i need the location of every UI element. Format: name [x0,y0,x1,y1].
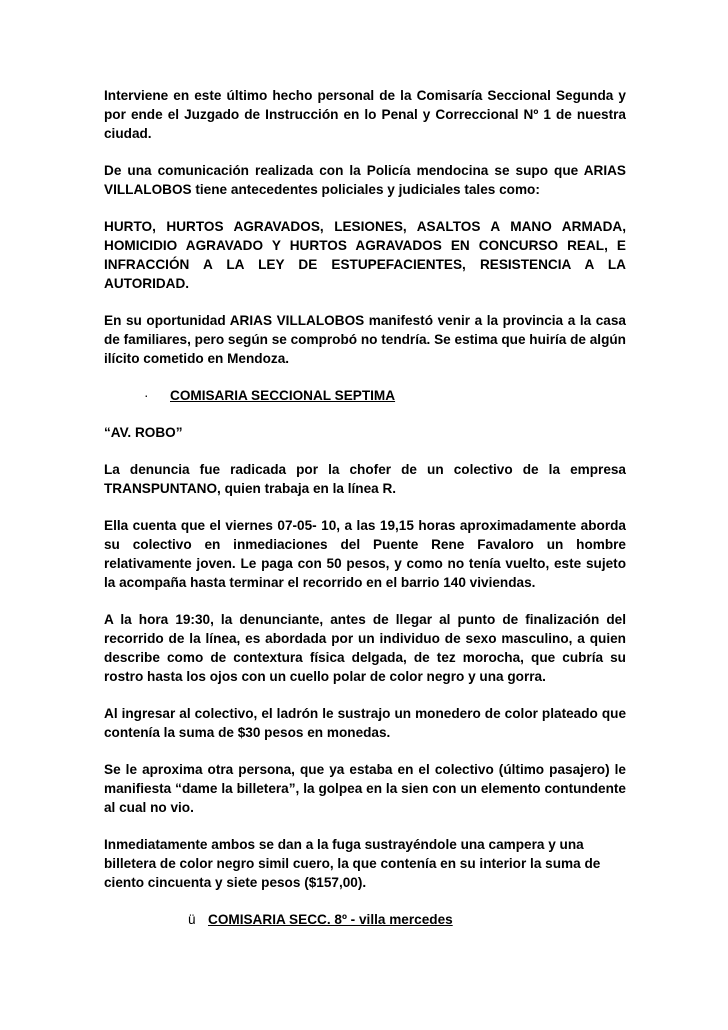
paragraph-2: De una comunicación realizada con la Policía mendocina se supo que ARIAS VILLALOBOS tiene antecedentes policiales y judiciales tales como: [104,163,626,197]
document-page [104,86,626,947]
paragraph-8: A la hora 19:30, la denunciante, antes de llegar al punto de finalización del recorrido de la línea, es abordada por un individuo de sexo masculino, a quien describe como de contextura física delgada, de tez morocha, que cubría su rostro hasta los ojos con un cuello polar de color negro y una gorra. [104,612,626,684]
checkmark-icon: ü [188,912,196,927]
section-heading-octava [104,910,626,929]
paragraph-11: Inmediatamente ambos se dan a la fuga sustrayéndole una campera y una billetera de color negro simil cuero, la que contenía en su interior la suma de ciento cincuenta y siete pesos ($157,00). [104,837,601,890]
section-heading-septima [104,386,626,405]
case-title: “AV. ROBO” [104,425,183,440]
paragraph-1: Interviene en este último hecho personal de la Comisaría Seccional Segunda y por ende el Juzgado de Instrucción en lo Penal y Correccional Nº 1 de nuestra ciudad. [104,88,626,141]
section-heading-septima-text: COMISARIA SECCIONAL SEPTIMA [170,388,396,403]
paragraph-9: Al ingresar al colectivo, el ladrón le sustrajo un monedero de color plateado que contenía la suma de $30 pesos en monedas. [104,706,626,740]
paragraph-3: HURTO, HURTOS AGRAVADOS, LESIONES, ASALTOS A MANO ARMADA, HOMICIDIO AGRAVADO Y HURTOS AGRAVADOS EN CONCURSO REAL, E INFRACCIÓN A LA LEY DE ESTUPEFACIENTES, RESISTENCIA A LA AUTORIDAD. [104,219,626,291]
paragraph-6: La denuncia fue radicada por la chofer de un colectivo de la empresa TRANSPUNTANO, quien trabaja en la línea R. [104,462,626,496]
paragraph-10: Se le aproxima otra persona, que ya estaba en el colectivo (último pasajero) le manifiesta “dame la billetera”, la golpea en la sien con un elemento contundente al cual no vio. [104,762,626,815]
paragraph-4: En su oportunidad ARIAS VILLALOBOS manifestó venir a la provincia a la casa de familiares, pero según se comprobó no tendría. Se estima que huiría de algún ilícito cometido en Mendoza. [104,313,626,366]
section-heading-octava-text: COMISARIA SECC. 8º - villa mercedes [208,912,453,927]
bullet-icon: · [144,388,149,403]
paragraph-7: Ella cuenta que el viernes 07-05- 10, a las 19,15 horas aproximadamente aborda su colectivo en inmediaciones del Puente Rene Favaloro un hombre relativamente joven. Le paga con 50 pesos, y como no tenía vuelto, este sujeto la acompaña hasta terminar el recorrido en el barrio 140 viviendas. [104,518,626,590]
